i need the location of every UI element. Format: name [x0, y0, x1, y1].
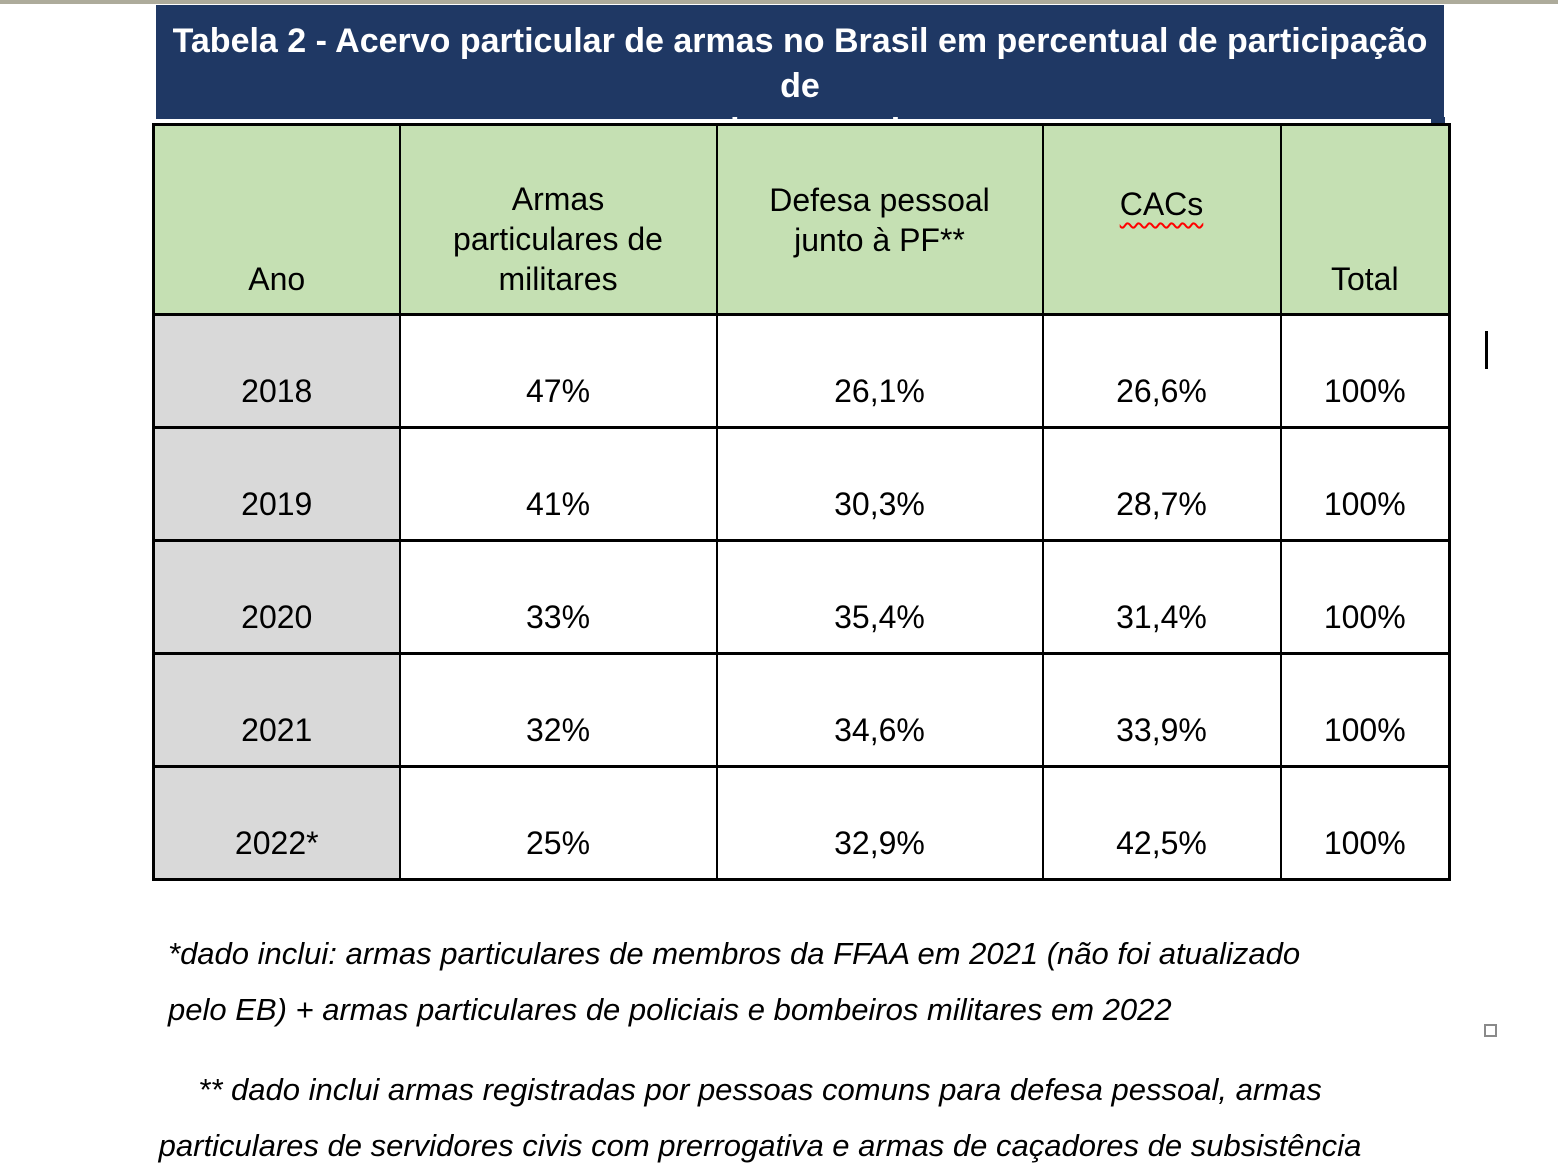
total-value-cell[interactable]: 100% [1281, 541, 1450, 654]
header-cell-cacs[interactable] [1043, 125, 1281, 315]
anchor-marker-icon [1484, 1024, 1497, 1037]
year-cell[interactable]: 2019 [154, 428, 400, 541]
page-top-edge [0, 0, 1558, 4]
table-title-line-1: Tabela 2 - Acervo particular de armas no Brasil em percentual de participação de [172, 22, 1428, 105]
footnote-double-asterisk[interactable] [60, 1062, 1460, 1166]
footnote-asterisk-line-2: pelo EB) + armas particulares de policiais e bombeiros militares em 2022 [168, 992, 1172, 1027]
year-cell[interactable]: 2022* [154, 767, 400, 880]
militares-value-cell[interactable]: 33% [400, 541, 717, 654]
header-label-total: Total [1330, 261, 1399, 297]
text-cursor [1485, 331, 1488, 369]
militares-value-cell[interactable]: 47% [400, 315, 717, 428]
header-cell-defesa-pessoal[interactable] [717, 125, 1043, 315]
defesa-value-cell[interactable]: 26,1% [717, 315, 1043, 428]
table-header-row [154, 125, 1450, 315]
header-label-cacs: CACs [1119, 186, 1204, 222]
table-row-2019 [154, 428, 1450, 541]
header-label-defesa-line-1: Defesa pessoal [769, 182, 990, 218]
header-label-armas-line-3: militares [498, 261, 618, 297]
cacs-value-cell[interactable]: 33,9% [1043, 654, 1281, 767]
total-value-cell[interactable]: 100% [1281, 654, 1450, 767]
year-cell[interactable]: 2021 [154, 654, 400, 767]
header-label-armas-line-2: particulares de [453, 221, 663, 257]
header-label-ano: Ano [248, 261, 306, 297]
data-table [152, 123, 1451, 881]
table-row-2022 [154, 767, 1450, 880]
table-row-2020 [154, 541, 1450, 654]
year-cell[interactable]: 2018 [154, 315, 400, 428]
footnote-double-asterisk-line-1: ** dado inclui armas registradas por pessoas comuns para defesa pessoal, armas [198, 1072, 1322, 1107]
total-value-cell[interactable]: 100% [1281, 767, 1450, 880]
year-cell[interactable]: 2020 [154, 541, 400, 654]
defesa-value-cell[interactable]: 32,9% [717, 767, 1043, 880]
cacs-value-cell[interactable]: 26,6% [1043, 315, 1281, 428]
table-row-2021 [154, 654, 1450, 767]
cacs-value-cell[interactable]: 42,5% [1043, 767, 1281, 880]
header-label-armas-line-1: Armas [511, 181, 605, 217]
footnote-asterisk-line-1: *dado inclui: armas particulares de membros da FFAA em 2021 (não foi atualizado [168, 936, 1301, 971]
header-cell-armas-militares[interactable] [400, 125, 717, 315]
total-value-cell[interactable]: 100% [1281, 428, 1450, 541]
footnote-double-asterisk-line-2: particulares de servidores civis com prerrogativa e armas de caçadores de subsistência [158, 1128, 1362, 1163]
militares-value-cell[interactable]: 25% [400, 767, 717, 880]
militares-value-cell[interactable]: 41% [400, 428, 717, 541]
militares-value-cell[interactable]: 32% [400, 654, 717, 767]
defesa-value-cell[interactable]: 30,3% [717, 428, 1043, 541]
defesa-value-cell[interactable]: 35,4% [717, 541, 1043, 654]
header-cell-ano[interactable] [154, 125, 400, 315]
cacs-value-cell[interactable]: 28,7% [1043, 428, 1281, 541]
header-cell-total[interactable] [1281, 125, 1450, 315]
total-value-cell[interactable]: 100% [1281, 315, 1450, 428]
table-title-bar[interactable] [156, 5, 1444, 119]
footnote-asterisk[interactable] [168, 926, 1478, 1038]
table-row-2018 [154, 315, 1450, 428]
header-label-defesa-line-2: junto à PF** [794, 222, 965, 258]
cacs-value-cell[interactable]: 31,4% [1043, 541, 1281, 654]
defesa-value-cell[interactable]: 34,6% [717, 654, 1043, 767]
